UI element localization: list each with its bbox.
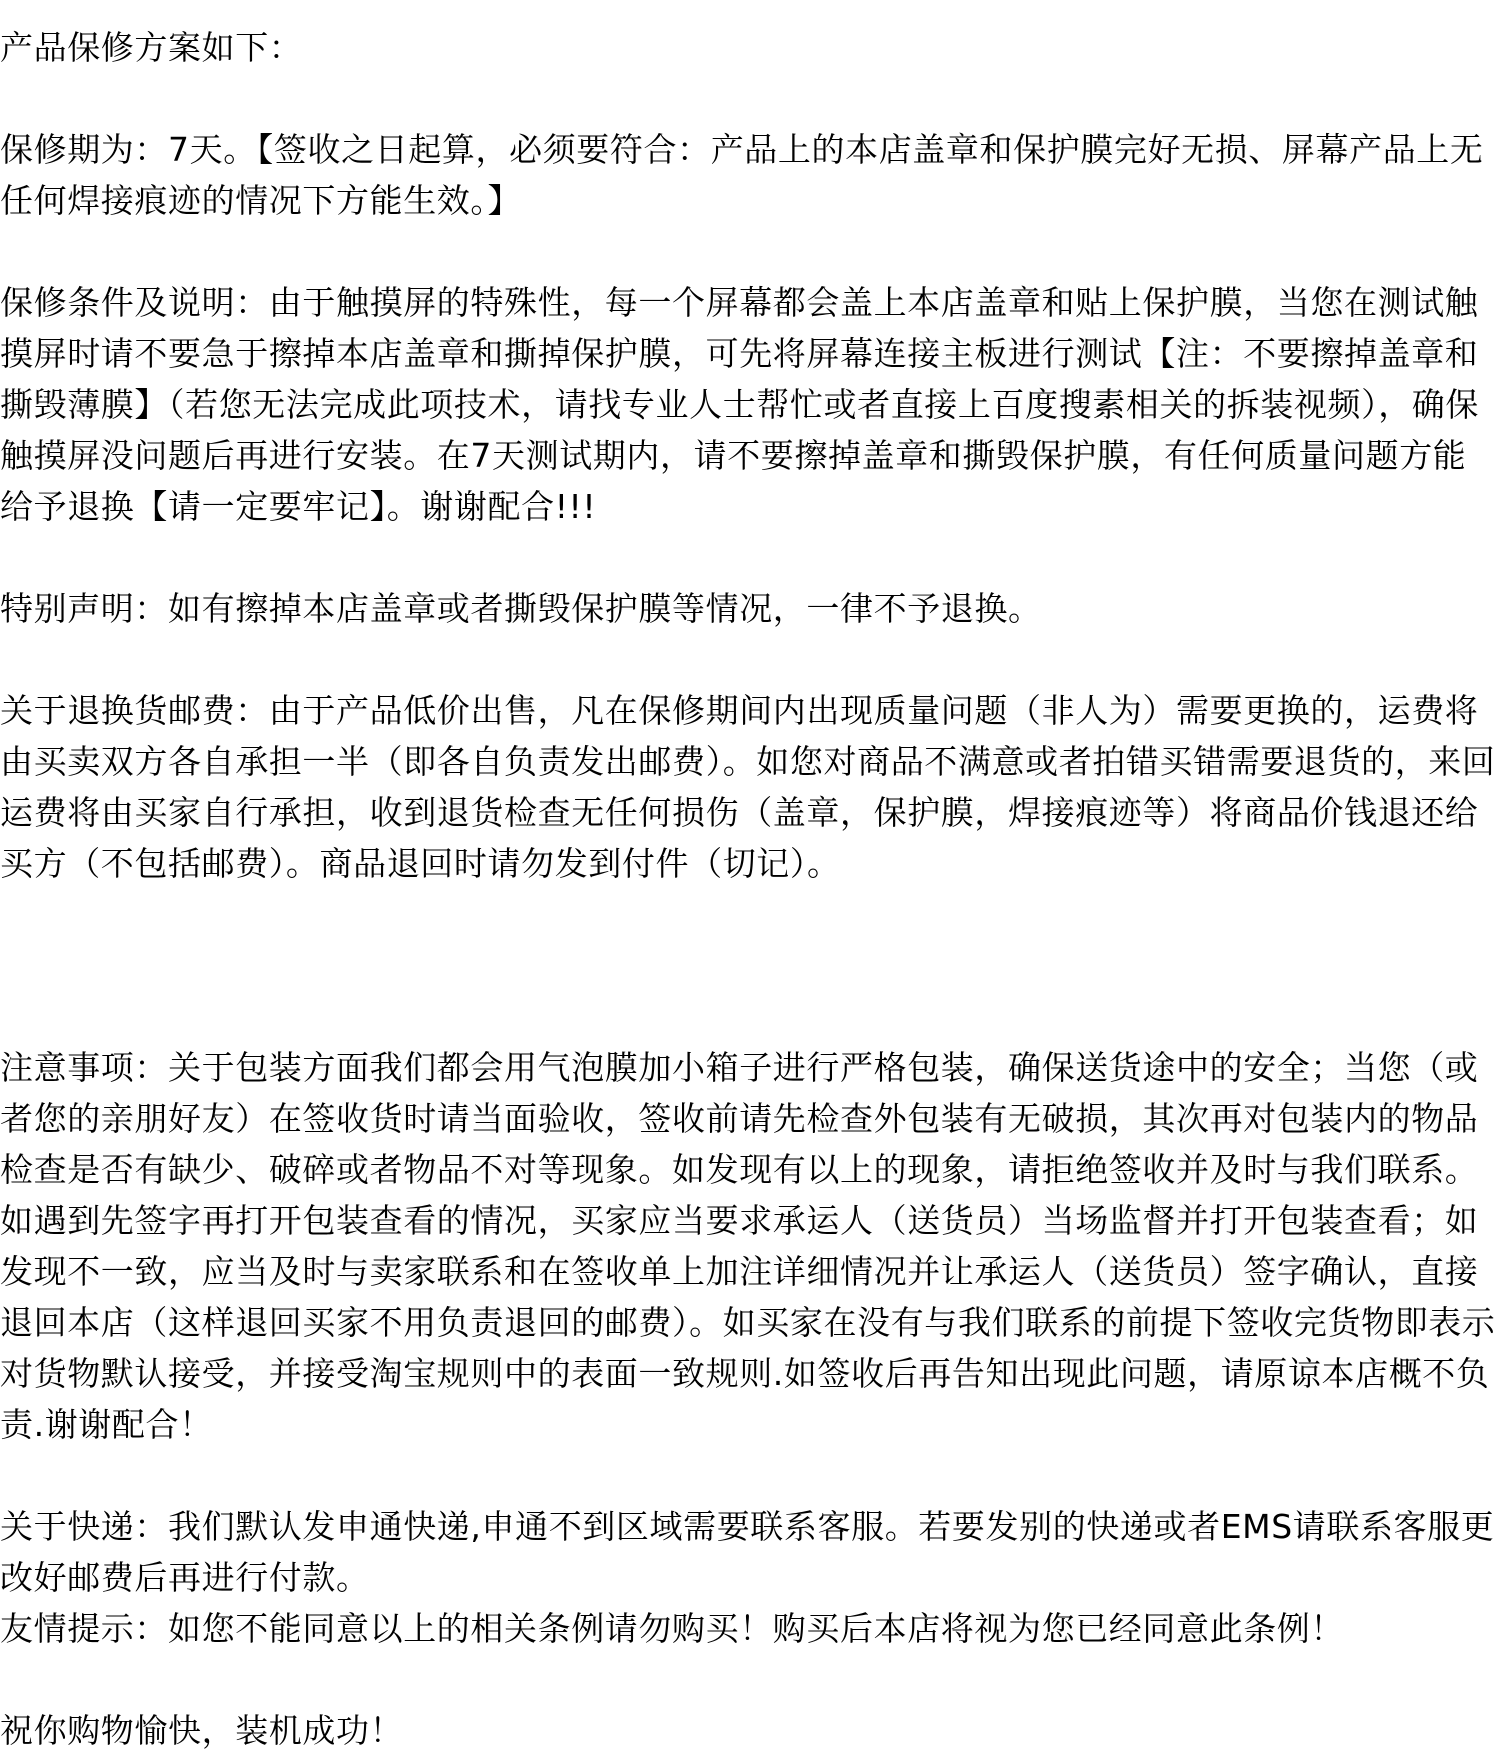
- spacer: [0, 634, 1500, 685]
- warranty-document: [0, 22, 1500, 1756]
- warranty-conditions-paragraph: 保修条件及说明：由于触摸屏的特殊性，每一个屏幕都会盖上本店盖章和贴上保护膜，当您在测试触摸屏时请不要急于擦掉本店盖章和撕掉保护膜，可先将屏幕连接主板进行测试【注：不要擦掉盖章和撕毁薄膜】（若您无法完成此项技术，请找专业人士帮忙或者直接上百度搜素相关的拆装视频），确保触摸屏没问题后再进行安装。在7天测试期内，请不要擦掉盖章和撕毁保护膜，有任何质量问题方能给予退换【请一定要牢记】。谢谢配合!!!: [0, 283, 1479, 526]
- spacer: [0, 1450, 1500, 1501]
- notes-paragraph: 注意事项：关于包装方面我们都会用气泡膜加小箱子进行严格包装，确保送货途中的安全；当您（或者您的亲朋好友）在签收货时请当面验收，签收前请先检查外包装有无破损，其次再对包装内的物品检查是否有缺少、破碎或者物品不对等现象。如发现有以上的现象，请拒绝签收并及时与我们联系。如遇到先签字再打开包装查看的情况，买家应当要求承运人（送货员）当场监督并打开包装查看；如发现不一致，应当及时与卖家联系和在签收单上加注详细情况并让承运人（送货员）签字确认，直接退回本店（这样退回买家不用负责退回的邮费）。如买家在没有与我们联系的前提下签收完货物即表示对货物默认接受，并接受淘宝规则中的表面一致规则.如签收后再告知出现此问题，请原谅本店概不负责.谢谢配合！: [0, 1048, 1496, 1444]
- warranty-period-paragraph: 保修期为：7天。【签收之日起算，必须要符合：产品上的本店盖章和保护膜完好无损、屏幕产品上无任何焊接痕迹的情况下方能生效。】: [0, 130, 1484, 220]
- spacer: [0, 1654, 1500, 1705]
- special-statement-paragraph: 特别声明：如有擦掉本店盖章或者撕毁保护膜等情况，一律不予退换。: [0, 589, 1042, 628]
- spacer: [0, 226, 1500, 277]
- spacer: [0, 73, 1500, 124]
- friendly-tip-paragraph: 友情提示：如您不能同意以上的相关条例请勿购买！购买后本店将视为您已经同意此条例！: [0, 1609, 1344, 1648]
- return-shipping-paragraph: 关于退换货邮费：由于产品低价出售，凡在保修期间内出现质量问题（非人为）需要更换的，运费将由买卖双方各自承担一半（即各自负责发出邮费）。如您对商品不满意或者拍错买错需要退货的，来回运费将由买家自行承担，收到退货检查无任何损伤（盖章，保护膜，焊接痕迹等）将商品价钱退还给买方（不包括邮费）。商品退回时请勿发到付件（切记）。: [0, 691, 1496, 883]
- document-heading: 产品保修方案如下：: [0, 28, 303, 67]
- closing-line: 祝你购物愉快，装机成功！: [0, 1711, 404, 1750]
- spacer: [0, 889, 1500, 1042]
- spacer: [0, 532, 1500, 583]
- express-paragraph: 关于快递：我们默认发申通快递,申通不到区域需要联系客服。若要发别的快递或者EMS请联系客服更改好邮费后再进行付款。: [0, 1507, 1495, 1597]
